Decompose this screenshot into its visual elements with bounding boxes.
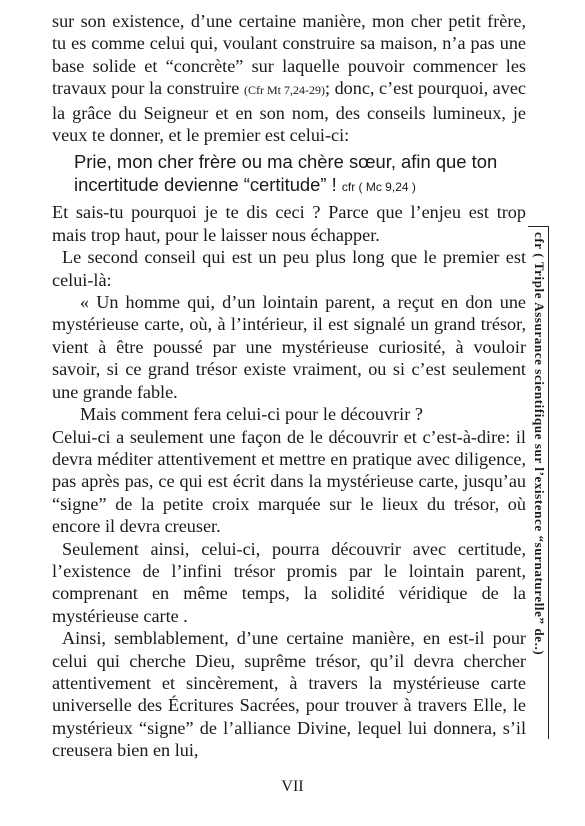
side-note: cfr ( Triple Assurance scientifique sur l’existence “surnaturelle” de..) — [532, 232, 547, 656]
paragraph-1-continuation: ; donc, c’est pourquoi, avec la grâce du Seigneur et en son nom, des conseils lumineux, je veux te donner, et le premier est celui-ci: — [52, 78, 526, 146]
scripture-reference: (Cfr Mt 7,24-29) — [243, 83, 325, 98]
paragraph-4: « Un homme qui, d’un lointain parent, a reçut en don une mystérieuse carte, où, à l’intérieur, il est signalé un grand trésor, vient à être poussé par une mystérieuse curiosité, à vouloir savoir, si ce grand trésor existe vraiment, ou si c’est seulement une grande fable. — [52, 292, 526, 402]
prayer-quote — [74, 150, 526, 199]
paragraph-8: Ainsi, semblablement, d’une certaine manière, en est-il pour celui qui cherche Dieu, suprême trésor, qu’il devra chercher attentivement et sincèrement, à travers la mystérieuse carte universelle des Écritures Sacrées, pour trouver à travers Elle, le mystérieux “signe” de l’alliance Divine, lequel lui donnera, s’il creusera bien en lui, — [52, 628, 526, 761]
paragraph-3: Le second conseil qui est un peu plus long que le premier est celui-là: — [52, 247, 526, 290]
paragraph-6: Celui-ci a seulement une façon de le découvrir et c’est-à-dire: il devra méditer attentivement et mettre en pratique avec diligence, pas après pas, ce qui est écrit dans la mystérieuse carte, jusqu’au “signe” de la petite croix marquée sur le lieux du trésor, où encore il devra creuser. — [52, 426, 526, 537]
page-number: VII — [281, 778, 304, 795]
main-text — [52, 10, 526, 762]
paragraph-5: Mais comment fera celui-ci pour le découvrir ? — [80, 404, 423, 425]
paragraph-1 — [52, 10, 526, 146]
paragraph-1-text: sur son existence, d’une certaine manière, mon cher petit frère, tu es comme celui qui, voulant construire sa maison, n’a pas une base solide et “concrète” sur laquelle pouvoir commencer les travaux pour la construire — [52, 11, 526, 99]
prayer-reference: cfr ( Mc 9,24 ) — [341, 180, 416, 195]
paragraph-7: Seulement ainsi, celui-ci, pourra découvrir avec certitude, l’existence de l’infini trésor promis par le lointain parent, comprenant en même temps, la solidité véridique de la mystérieuse carte . — [52, 538, 526, 626]
paragraph-2: Et sais-tu pourquoi je te dis ceci ? Parce que l’enjeu est trop mais trop haut, pour le laisser nous échapper. — [52, 202, 526, 245]
prayer-text: Prie, mon cher frère ou ma chère sœur, afin que ton incertitude devienne “certitude” ! — [74, 151, 498, 196]
